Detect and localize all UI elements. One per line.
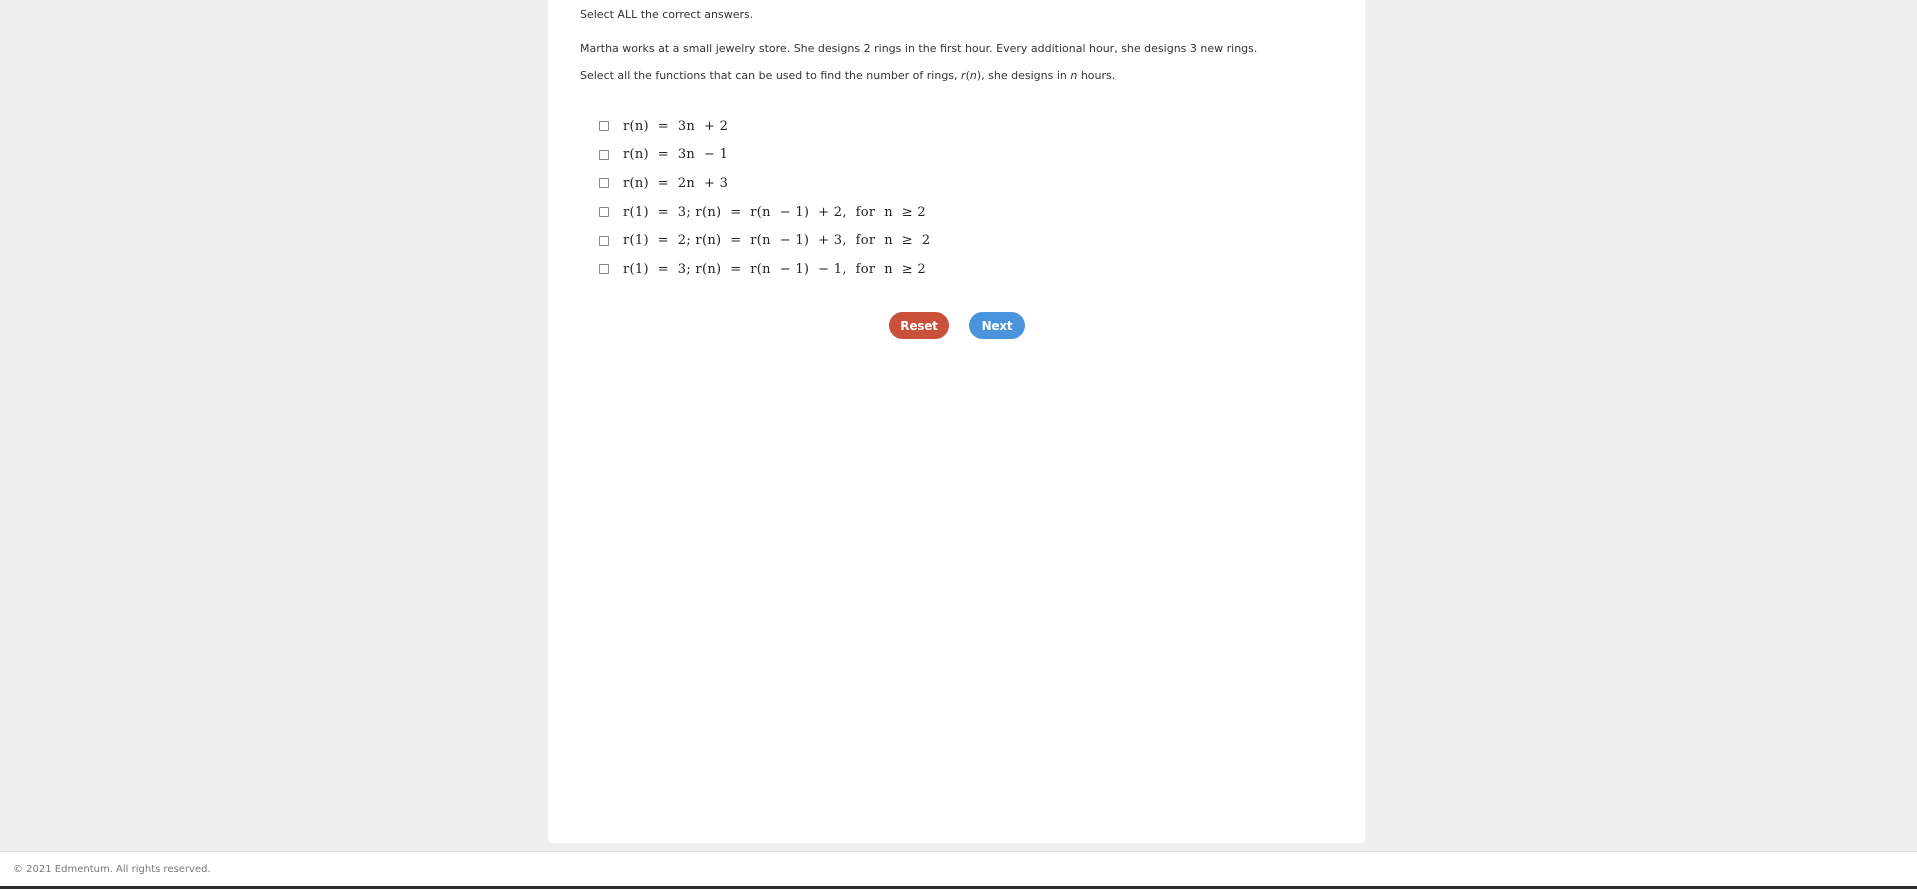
answer-option[interactable]: [599, 226, 930, 255]
answer-option-label[interactable]: r(1) = 3; r(n) = r(n − 1) − 1, for n ≥ 2: [623, 261, 926, 277]
prompt-var-r: r: [961, 69, 966, 82]
answer-option[interactable]: [599, 198, 930, 227]
answer-option[interactable]: [599, 255, 930, 284]
answer-option[interactable]: [599, 112, 930, 141]
page-footer: [0, 851, 1917, 890]
prompt-paren-close: ): [976, 69, 982, 82]
answer-option-label[interactable]: r(n) = 3n − 1: [623, 147, 729, 163]
prompt-text-before: Select all the functions that can be used to find the number of rings,: [580, 69, 962, 82]
answer-checkbox[interactable]: [599, 150, 609, 160]
answer-checkbox[interactable]: [599, 264, 609, 274]
answer-option-label[interactable]: r(1) = 3; r(n) = r(n − 1) + 2, for n ≥ 2: [623, 204, 926, 220]
answer-option[interactable]: [599, 169, 930, 198]
answer-option[interactable]: [599, 141, 930, 170]
question-instruction: Select ALL the correct answers.: [580, 8, 754, 21]
footer-copyright: © 2021 Edmentum. All rights reserved.: [13, 864, 211, 875]
answer-option-label[interactable]: r(n) = 2n + 3: [623, 175, 729, 191]
prompt-var-n: n: [969, 69, 977, 82]
reset-button[interactable]: Reset: [889, 312, 949, 339]
prompt-paren-open: (: [965, 69, 970, 82]
question-scenario: Martha works at a small jewelry store. She designs 2 rings in the first hour. Every additional hour, she designs 3 new rings.: [580, 42, 1258, 55]
question-panel: [548, 0, 1365, 843]
answer-option-label[interactable]: r(1) = 2; r(n) = r(n − 1) + 3, for n ≥ 2: [623, 233, 931, 249]
answer-option-label[interactable]: r(n) = 3n + 2: [623, 118, 729, 134]
answer-checkbox[interactable]: [599, 178, 609, 188]
answer-options-list: [599, 112, 930, 284]
prompt-var-n-hours: n: [1070, 69, 1078, 82]
answer-checkbox[interactable]: [599, 236, 609, 246]
answer-checkbox[interactable]: [599, 121, 609, 131]
question-prompt: [580, 69, 1115, 82]
answer-checkbox[interactable]: [599, 207, 609, 217]
prompt-text-after: hours.: [1077, 69, 1116, 82]
next-button[interactable]: Next: [969, 312, 1025, 339]
prompt-text-middle: , she designs in: [981, 69, 1071, 82]
